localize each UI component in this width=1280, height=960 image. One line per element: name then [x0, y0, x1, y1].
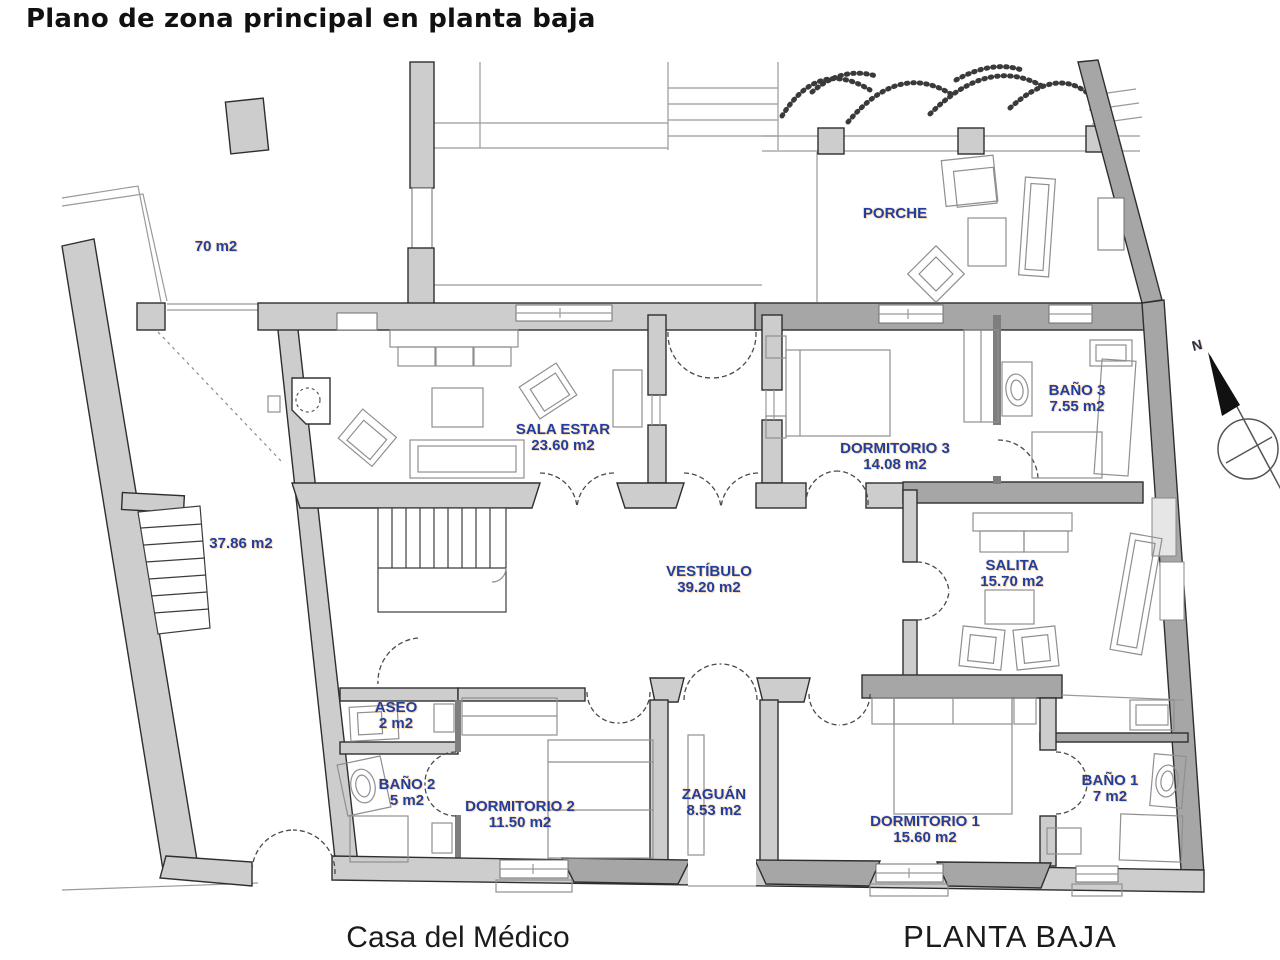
label-dormitorio-2: DORMITORIO 2 11.50 m2: [465, 798, 575, 831]
label-dormitorio-1: DORMITORIO 1 15.60 m2: [870, 813, 980, 846]
porch-column: [958, 128, 984, 154]
porch-column: [818, 128, 844, 154]
door-sala-estar: [540, 473, 577, 508]
window: [516, 305, 612, 321]
north-arrow-icon: [1208, 352, 1280, 514]
window: [879, 305, 943, 323]
page-title: Plano de zona principal en planta baja: [26, 4, 596, 34]
door-vestibule-sw: [378, 638, 418, 684]
label-zaguan: ZAGUÁN 8.53 m2: [681, 786, 747, 819]
label-salita: SALITA 15.70 m2: [980, 557, 1044, 590]
label-vestibulo: VESTÍBULO 39.20 m2: [666, 563, 752, 596]
door-dormitorio-3: [806, 471, 837, 505]
door-dormitorio-1: [809, 694, 840, 725]
label-aseo: ASEO 2 m2: [374, 699, 418, 732]
courtyard-pillar: [225, 98, 268, 154]
fireplace: [268, 378, 330, 424]
porche-furniture: [908, 155, 1056, 302]
door-dormitorio-2: [587, 692, 618, 723]
label-courtyard-70: 70 m2: [194, 238, 238, 255]
label-bano-2: BAÑO 2 5 m2: [378, 776, 436, 809]
door-passage-bottom: [684, 473, 721, 508]
caption-building-name: Casa del Médico: [346, 921, 570, 954]
sala-estar-furniture: [268, 330, 642, 478]
dormitorio-3-furniture: [766, 330, 998, 438]
window: [1049, 305, 1092, 323]
salita-bottom-wall: [862, 675, 1062, 698]
dormitorio-1-furniture: [872, 698, 1036, 814]
window: [876, 864, 943, 882]
door-passage-top: [668, 332, 712, 378]
doors-layer: [252, 332, 1087, 874]
door-salita: [917, 562, 949, 592]
north-label: N: [1190, 336, 1204, 354]
door-zaguan: [684, 664, 720, 700]
window: [500, 860, 568, 878]
label-sala-estar: SALA ESTAR 23.60 m2: [515, 421, 611, 454]
bano1-top-wall: [1040, 733, 1188, 742]
label-bano-1: BAÑO 1 7 m2: [1081, 772, 1139, 805]
vestibule-staircase: [378, 508, 506, 612]
window: [1076, 866, 1118, 882]
walls-layer: [62, 60, 1204, 892]
label-patio-37: 37.86 m2: [209, 535, 273, 552]
top-wall: [258, 303, 758, 330]
label-porche: PORCHE: [862, 205, 928, 222]
door-exterior-sw: [252, 830, 293, 870]
salita-furniture: [959, 513, 1162, 670]
garden-trees: [782, 67, 1086, 122]
site-lines: [62, 62, 1142, 890]
right-site-wall-upper: [1078, 60, 1162, 303]
label-bano-3: BAÑO 3 7.55 m2: [1048, 382, 1106, 415]
caption-floor-name: PLANTA BAJA: [903, 919, 1117, 954]
label-dormitorio-3: DORMITORIO 3 14.08 m2: [840, 440, 950, 473]
